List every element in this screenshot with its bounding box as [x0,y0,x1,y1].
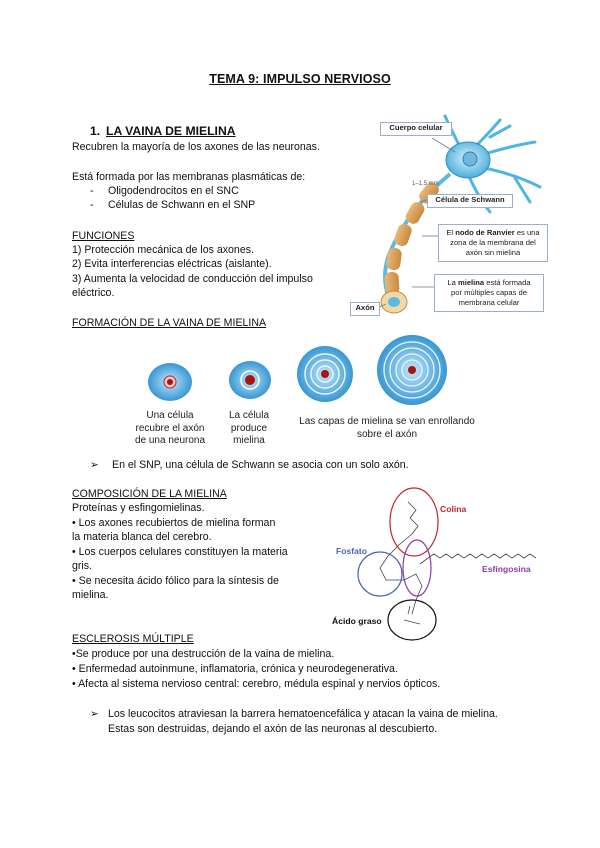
caption-line: Las capas de mielina se van enrollando [299,416,475,427]
ranvier-text: axón sin mielina [465,248,521,257]
ranvier-text: zona de la membrana del [450,238,536,247]
esclerosis-line: • Afecta al sistema nervioso central: cerebro, médula espinal y nervios ópticos. [72,678,441,690]
caption-line: produce [230,422,268,434]
funciones-line: eléctrico. [72,287,115,299]
label-celula-schwann: Célula de Schwann [427,194,513,208]
esclerosis-line: •Se produce por una destrucción de la vaina de mielina. [72,648,335,660]
esclerosis-heading: ESCLEROSIS MÚLTIPLE [72,633,194,645]
neuron-figure [350,112,550,322]
caption-line: de una neurona [134,435,206,446]
label-nodo-ranvier [438,224,548,262]
formation-step-3 [297,346,353,402]
caption-line: recubre el axón [135,422,205,434]
sphingomyelin-figure [330,482,540,652]
funciones-line: 2) Evita interferencias eléctricas (aislante). [72,258,272,270]
section-heading-vaina [90,124,236,139]
arrow-bullet: ➢ [90,459,99,471]
composicion-line: la materia blanca del cerebro. [72,531,212,543]
formation-caption-3 [282,416,492,441]
composicion-line: • Se necesita ácido fólico para la síntesis de [72,575,279,587]
esfingosina-label: Esfingosina [482,564,531,574]
schwann-note [90,458,409,473]
caption-line: Una célula [146,410,194,421]
formation-step-4 [377,335,447,405]
leucocitos-note-line: Los leucocitos atraviesan la barrera hematoencefálica y atacan la vaina de mielina. [108,708,498,720]
formation-step-2 [229,361,271,399]
arrow-bullet: ➢ [90,708,99,720]
myelin-formation-illustration [140,330,450,410]
axon-core [388,297,400,307]
label-cuerpo-celular: Cuerpo celular [380,122,452,136]
formation-caption-2 [218,410,280,448]
funciones-heading: FUNCIONES [72,230,135,242]
caption-line: La célula [228,410,270,421]
mielina-bold: mielina [457,278,485,287]
ranvier-bold: nodo de Ranvier [455,228,515,237]
fosfato-circle [358,552,402,596]
mielina-text: La [447,278,458,287]
composicion-line: gris. [72,560,93,572]
colina-label: Colina [440,504,467,514]
scale-label: 1–1,5 mm [412,181,439,187]
ranvier-text: es una [514,228,540,237]
formacion-heading: FORMACIÓN DE LA VAINA DE MIELINA [72,317,267,329]
schwann-note-text: En el SNP, una célula de Schwann se asocia con un solo axón. [112,459,409,471]
section-number: 1. [90,124,101,138]
label-axon: Axón [350,302,380,316]
nucleus-shape [463,152,477,166]
composicion-line: mielina. [72,589,109,601]
list-item-text: Células de Schwann en el SNP [108,199,256,211]
formed-by-text: Está formada por las membranas plasmáticas de: [72,171,306,183]
page-title: TEMA 9: IMPULSO NERVIOSO [209,72,391,86]
composicion-line: • Los axones recubiertos de mielina forman [72,517,276,529]
dash-bullet: - [90,199,94,211]
leucocitos-note-line: Estas son destruidas, dejando el axón de las neuronas al descubierto. [108,722,438,735]
composicion-line: • Los cuerpos celulares constituyen la materia [72,546,288,558]
list-item-text: Oligodendrocitos en el SNC [108,185,239,197]
section-title: LA VAINA DE MIELINA [106,124,236,138]
esclerosis-line: • Enfermedad autoinmune, inflamatoria, crónica y neurodegenerativa. [72,663,398,675]
acido-graso-label: Ácido graso [332,616,382,626]
formation-step-1 [148,363,192,401]
caption-line: sobre el axón [356,428,418,440]
myelin-formation-figure [140,330,450,410]
esfingosina-ellipse [403,540,431,596]
mielina-text: está formada [484,278,531,287]
leucocitos-note [90,707,498,736]
acido-graso-ellipse [388,600,436,640]
ranvier-text: El [446,228,456,237]
caption-line: mielina [233,435,265,446]
composicion-line: Proteínas y esfingomielinas. [72,502,205,514]
label-mielina [434,274,544,312]
funciones-line: 3) Aumenta la velocidad de conducción del impulso [72,273,313,285]
composicion-heading: COMPOSICIÓN DE LA MIELINA [72,488,227,500]
mielina-text: por múltiples capas de [451,288,527,297]
funciones-line: 1) Protección mecánica de los axones. [72,244,254,256]
dash-bullet: - [90,185,94,197]
mielina-text: membrana celular [458,298,520,307]
intro-text: Recubren la mayoría de los axones de las neuronas. [72,141,320,153]
fosfato-label: Fosfato [336,546,368,556]
formation-caption-1 [126,410,214,448]
